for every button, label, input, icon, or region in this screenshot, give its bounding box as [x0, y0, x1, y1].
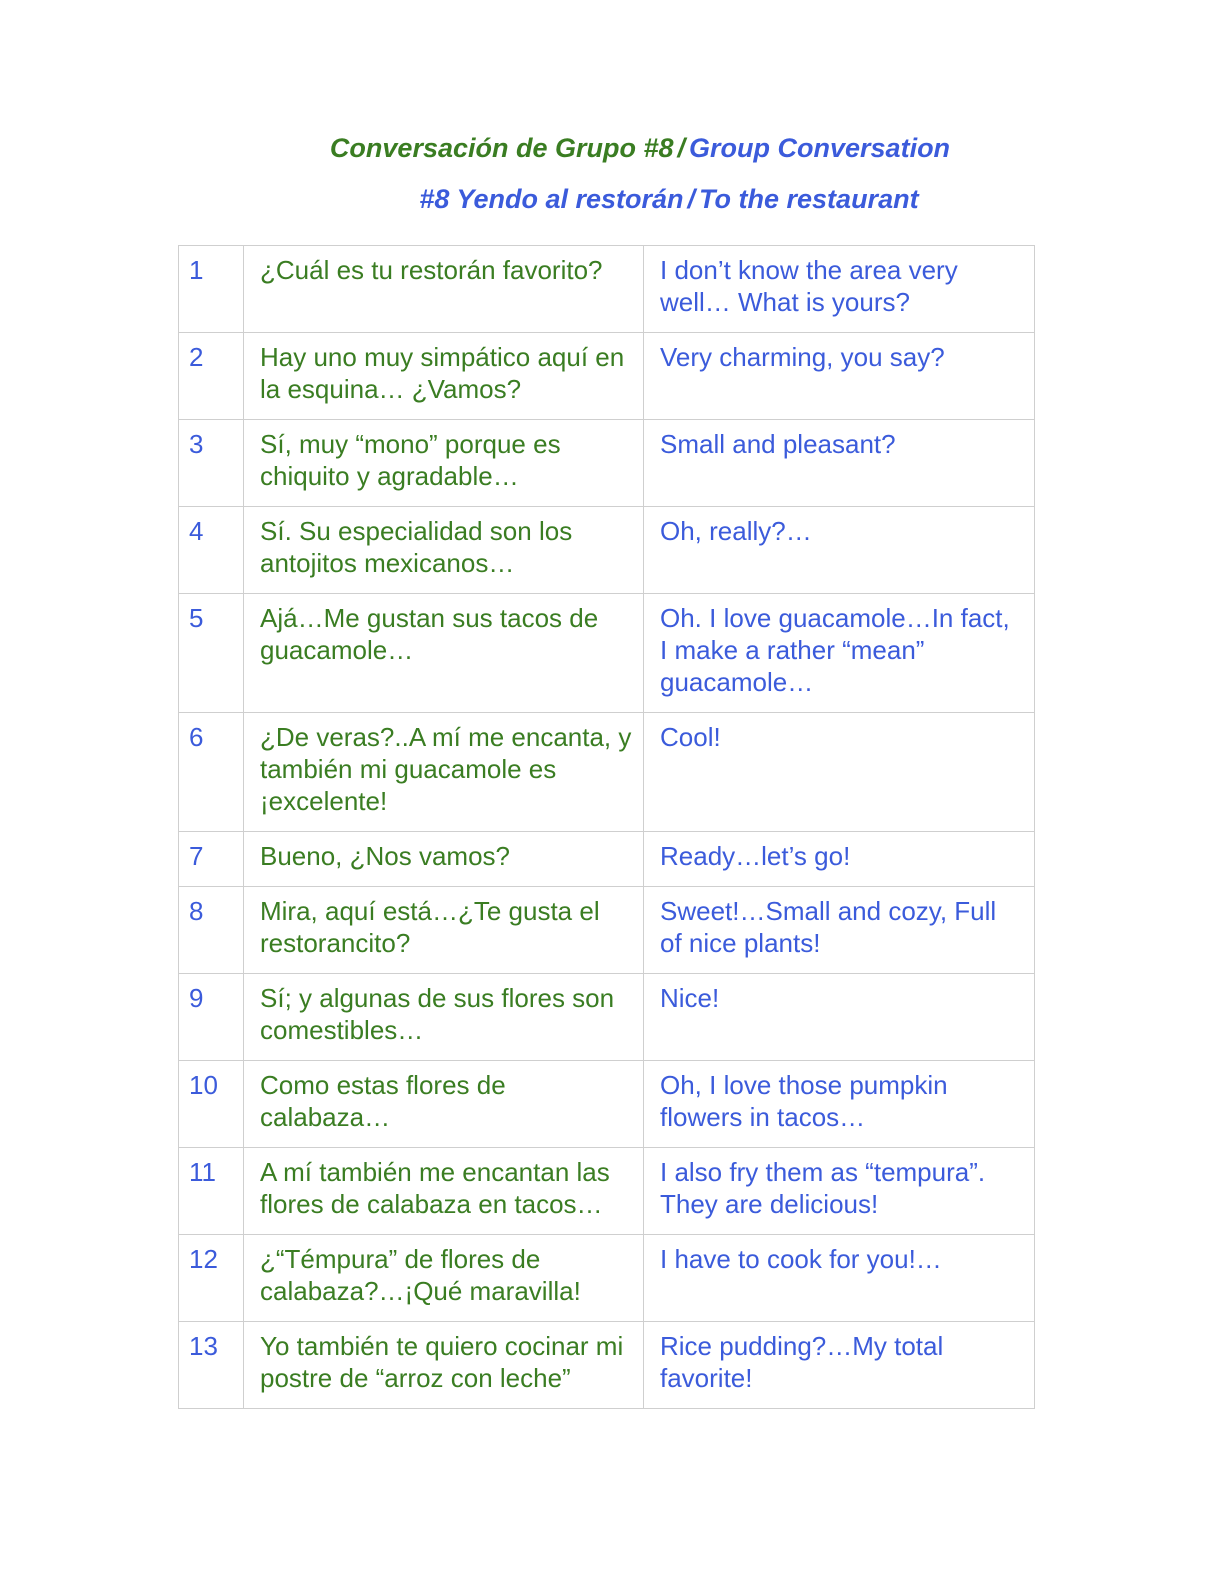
- table-row: [179, 832, 1035, 887]
- subtitle-separator: /: [687, 184, 696, 214]
- row-number: 7: [179, 832, 244, 887]
- row-number: 2: [179, 333, 244, 420]
- english-line: Oh, really?…: [644, 507, 1035, 594]
- spanish-line: ¿“Témpura” de flores de calabaza?…¡Qué maravilla!: [244, 1235, 644, 1322]
- title-english: Group Conversation: [689, 133, 951, 163]
- table-row: [179, 420, 1035, 507]
- table-row: [179, 1061, 1035, 1148]
- conversation-table-body: [179, 246, 1035, 1409]
- spanish-line: Ajá…Me gustan sus tacos de guacamole…: [244, 594, 644, 713]
- table-row: [179, 1322, 1035, 1409]
- english-line: Oh, I love those pumpkin flowers in tacos…: [644, 1061, 1035, 1148]
- row-number: 1: [179, 246, 244, 333]
- english-line: Nice!: [644, 974, 1035, 1061]
- spanish-line: A mí también me encantan las flores de calabaza en tacos…: [244, 1148, 644, 1235]
- spanish-line: ¿Cuál es tu restorán favorito?: [244, 246, 644, 333]
- title-line-1: [0, 133, 1224, 164]
- english-line: I have to cook for you!…: [644, 1235, 1035, 1322]
- table-row: [179, 594, 1035, 713]
- row-number: 6: [179, 713, 244, 832]
- table-row: [179, 713, 1035, 832]
- spanish-line: Bueno, ¿Nos vamos?: [244, 832, 644, 887]
- spanish-line: Sí. Su especialidad son los antojitos mexicanos…: [244, 507, 644, 594]
- spanish-line: Mira, aquí está…¿Te gusta el restorancito?: [244, 887, 644, 974]
- row-number: 3: [179, 420, 244, 507]
- spanish-line: Como estas flores de calabaza…: [244, 1061, 644, 1148]
- english-line: I don’t know the area very well… What is yours?: [644, 246, 1035, 333]
- table-row: [179, 974, 1035, 1061]
- title-spanish: Conversación de Grupo #8: [329, 133, 674, 163]
- table-row: [179, 1235, 1035, 1322]
- row-number: 8: [179, 887, 244, 974]
- row-number: 13: [179, 1322, 244, 1409]
- spanish-line: Sí, muy “mono” porque es chiquito y agradable…: [244, 420, 644, 507]
- row-number: 9: [179, 974, 244, 1061]
- table-row: [179, 507, 1035, 594]
- row-number: 11: [179, 1148, 244, 1235]
- conversation-table: [178, 245, 1035, 1409]
- english-line: Small and pleasant?: [644, 420, 1035, 507]
- row-number: 12: [179, 1235, 244, 1322]
- subtitle-spanish: #8 Yendo al restorán: [419, 184, 684, 214]
- table-row: [179, 887, 1035, 974]
- row-number: 5: [179, 594, 244, 713]
- subtitle-english: To the restaurant: [699, 184, 919, 214]
- row-number: 10: [179, 1061, 244, 1148]
- english-line: Very charming, you say?: [644, 333, 1035, 420]
- spanish-line: ¿De veras?..A mí me encanta, y también mi guacamole es ¡excelente!: [244, 713, 644, 832]
- english-line: Ready…let’s go!: [644, 832, 1035, 887]
- english-line: Cool!: [644, 713, 1035, 832]
- spanish-line: Sí; y algunas de sus flores son comestibles…: [244, 974, 644, 1061]
- row-number: 4: [179, 507, 244, 594]
- english-line: Oh. I love guacamole…In fact, I make a rather “mean” guacamole…: [644, 594, 1035, 713]
- table-row: [179, 246, 1035, 333]
- table-row: [179, 1148, 1035, 1235]
- title-separator: /: [677, 133, 686, 163]
- table-row: [179, 333, 1035, 420]
- english-line: I also fry them as “tempura”. They are delicious!: [644, 1148, 1035, 1235]
- english-line: Sweet!…Small and cozy, Full of nice plants!: [644, 887, 1035, 974]
- english-line: Rice pudding?…My total favorite!: [644, 1322, 1035, 1409]
- spanish-line: Yo también te quiero cocinar mi postre de “arroz con leche”: [244, 1322, 644, 1409]
- title-line-2: [0, 184, 1224, 215]
- spanish-line: Hay uno muy simpático aquí en la esquina… ¿Vamos?: [244, 333, 644, 420]
